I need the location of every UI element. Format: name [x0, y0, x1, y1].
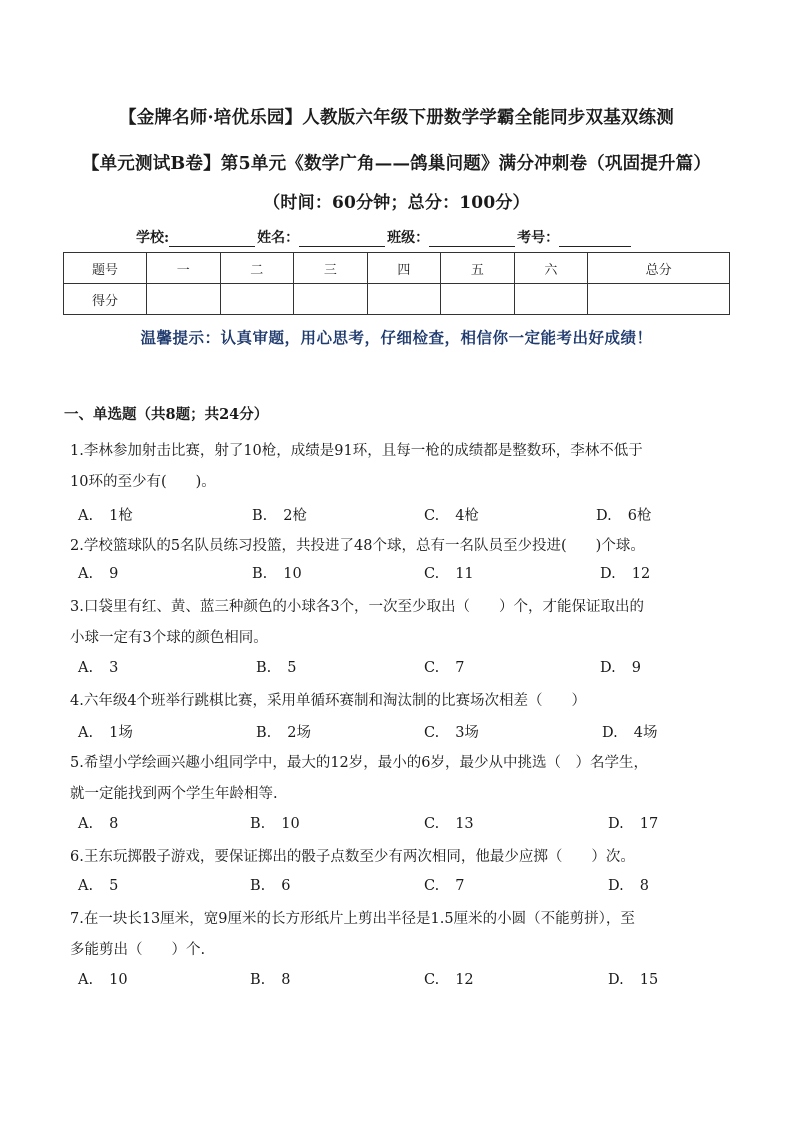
option-d[interactable]: D. 17: [608, 816, 659, 832]
score-cell[interactable]: [367, 284, 441, 315]
question-stem-line: 小球一定有3个球的颜色相同。: [70, 630, 268, 646]
option-b[interactable]: B. 8: [250, 972, 291, 988]
header-cell: 四: [367, 253, 441, 284]
question-2-options: [78, 566, 738, 588]
option-d[interactable]: D. 8: [608, 878, 649, 894]
question-stem-line: 多能剪出（ ）个.: [70, 942, 206, 958]
score-row-label: 得分: [64, 284, 147, 315]
question-stem-line: 6.王东玩掷骰子游戏，要保证掷出的骰子点数至少有两次相同，他最少应掷（ ）次。: [70, 849, 635, 865]
option-d[interactable]: D. 12: [600, 566, 651, 582]
student-info-line: [136, 227, 633, 247]
question-stem-line: 1.李林参加射击比赛，射了10枪，成绩是91环，且每一枪的成绩都是整数环，李林不低于: [70, 443, 643, 459]
option-a[interactable]: A. 5: [78, 878, 119, 894]
question-5-options: [78, 816, 738, 838]
class-field[interactable]: [429, 232, 515, 247]
option-d[interactable]: D. 6枪: [596, 508, 652, 524]
question-4: [70, 686, 730, 717]
question-stem-line: 10环的至少有( )。: [70, 474, 216, 490]
exam-number-label: 考号：: [517, 230, 560, 246]
question-6-options: [78, 878, 738, 900]
option-a[interactable]: A. 3: [78, 660, 119, 676]
option-b[interactable]: B. 10: [250, 816, 300, 832]
option-c[interactable]: C. 11: [424, 566, 474, 582]
time-score-line: （时间：60分钟；总分：100分）: [263, 193, 530, 213]
option-a[interactable]: A. 9: [78, 566, 119, 582]
exam-number-field[interactable]: [559, 232, 631, 247]
question-7: [70, 904, 730, 966]
warm-tip: 温馨提示：认真审题，用心思考，仔细检查，相信你一定能考出好成绩！: [140, 328, 653, 347]
question-3-options: [78, 660, 738, 682]
name-field[interactable]: [299, 232, 385, 247]
score-table: [63, 252, 730, 315]
option-a[interactable]: A. 10: [78, 972, 128, 988]
score-cell[interactable]: [588, 284, 730, 315]
option-c[interactable]: C. 12: [424, 972, 474, 988]
score-cell[interactable]: [147, 284, 221, 315]
option-b[interactable]: B. 10: [252, 566, 302, 582]
score-cell[interactable]: [294, 284, 368, 315]
question-stem-line: 就一定能找到两个学生年龄相等.: [70, 786, 278, 802]
question-3: [70, 592, 730, 654]
question-7-options: [78, 972, 738, 994]
option-c[interactable]: C. 7: [424, 878, 465, 894]
question-5: [70, 748, 730, 810]
option-b[interactable]: B. 6: [250, 878, 291, 894]
question-stem-line: 3.口袋里有红、黄、蓝三种颜色的小球各3个，一次至少取出（ ）个，才能保证取出的: [70, 599, 645, 615]
option-d[interactable]: D. 15: [608, 972, 659, 988]
header-cell: 六: [514, 253, 588, 284]
option-c[interactable]: C. 4枪: [424, 508, 479, 524]
question-2: [70, 531, 730, 562]
header-cell: 三: [294, 253, 368, 284]
header-cell: 总分: [588, 253, 730, 284]
option-a[interactable]: A. 1场: [78, 725, 133, 741]
option-b[interactable]: B. 5: [256, 660, 297, 676]
question-1: [70, 436, 730, 498]
question-stem-line: 2.学校篮球队的5名队员练习投篮，共投进了48个球，总有一名队员至少投进( )个球。: [70, 538, 645, 554]
option-d[interactable]: D. 9: [600, 660, 641, 676]
question-stem-line: 5.希望小学绘画兴趣小组同学中，最大的12岁，最小的6岁，最少从中挑选（ ）名学生，: [70, 755, 649, 771]
option-c[interactable]: C. 13: [424, 816, 474, 832]
question-stem-line: 4.六年级4个班举行跳棋比赛，采用单循环赛制和淘汰制的比赛场次相差（ ）: [70, 693, 587, 709]
header-cell: 五: [441, 253, 515, 284]
header-cell: 一: [147, 253, 221, 284]
question-1-options: [78, 504, 738, 526]
question-stem-line: 7.在一块长13厘米，宽9厘米的长方形纸片上剪出半径是1.5厘米的小圆（不能剪拼），至: [70, 911, 635, 927]
score-cell[interactable]: [514, 284, 588, 315]
title-line-2: 【单元测试B卷】第5单元《数学广角——鸽巢问题》满分冲刺卷（巩固提升篇）: [81, 154, 712, 174]
option-c[interactable]: C. 7: [424, 660, 465, 676]
score-cell[interactable]: [441, 284, 515, 315]
option-b[interactable]: B. 2场: [256, 725, 311, 741]
question-4-options: [78, 721, 738, 743]
header-cell: 题号: [64, 253, 147, 284]
option-d[interactable]: D. 4场: [602, 725, 658, 741]
school-label: 学校:: [136, 230, 170, 246]
name-label: 姓名：: [257, 230, 300, 246]
title-line-1: 【金牌名师·培优乐园】人教版六年级下册数学学霸全能同步双基双练测: [119, 108, 674, 128]
header-cell: 二: [220, 253, 294, 284]
school-field[interactable]: [169, 232, 255, 247]
score-table-score-row: [64, 284, 730, 315]
option-b[interactable]: B. 2枪: [252, 508, 307, 524]
score-table-header-row: [64, 253, 730, 284]
option-a[interactable]: A. 8: [78, 816, 119, 832]
class-label: 班级：: [387, 230, 430, 246]
section-title: 一、单选题（共8题；共24分）: [64, 406, 269, 423]
option-a[interactable]: A. 1枪: [78, 508, 133, 524]
question-6: [70, 842, 730, 873]
option-c[interactable]: C. 3场: [424, 725, 479, 741]
score-cell[interactable]: [220, 284, 294, 315]
